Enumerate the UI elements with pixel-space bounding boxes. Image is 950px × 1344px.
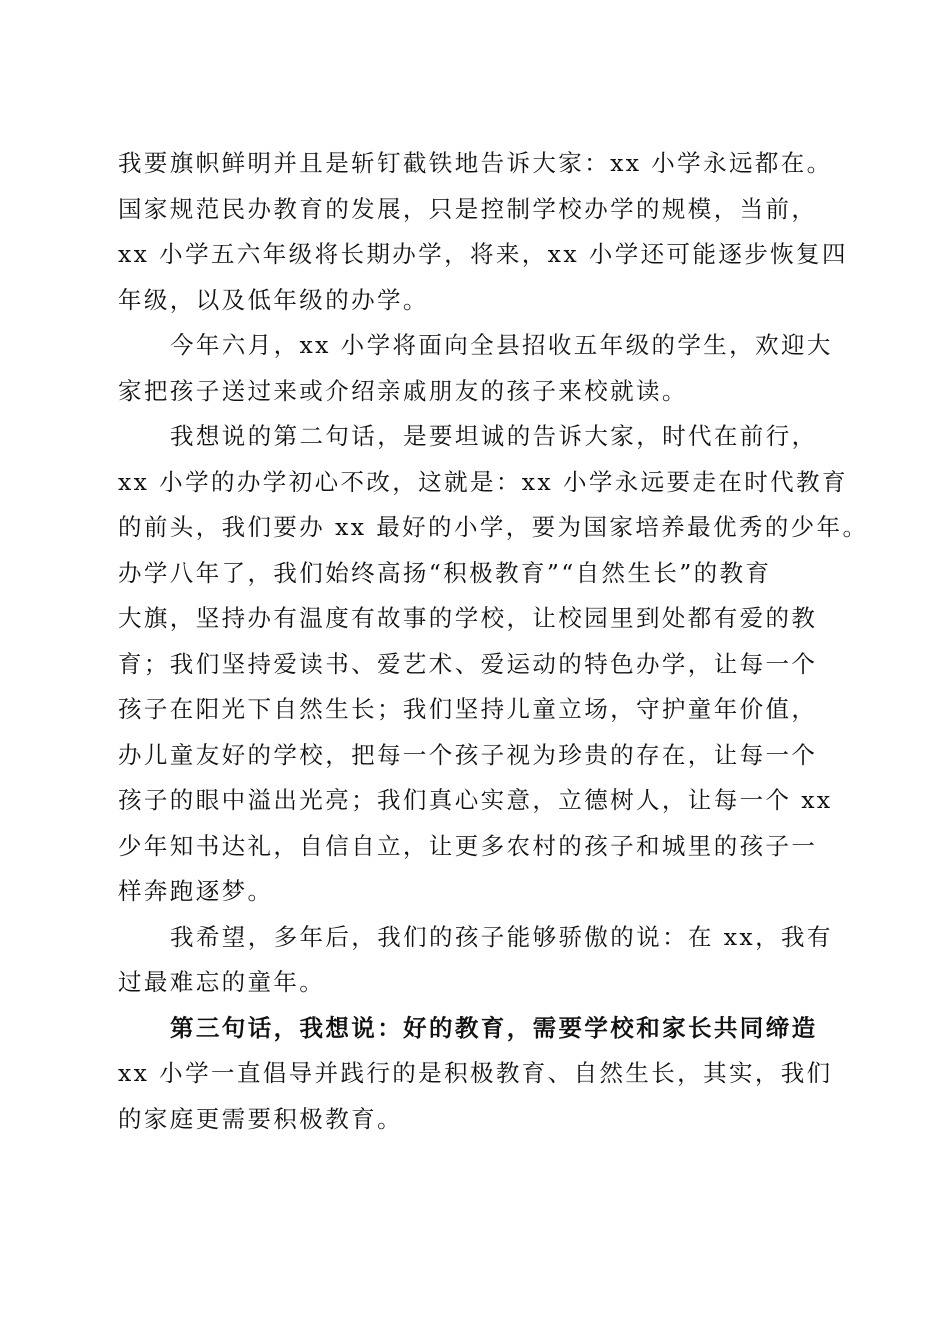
- paragraph-second-point: [118, 414, 869, 915]
- text-line: xx 小学一直倡导并践行的是积极教育、自然生长，其实，我们: [118, 1059, 833, 1087]
- text-line: 办儿童友好的学校，把每一个孩子视为珍贵的存在，让每一个: [118, 740, 818, 769]
- document-body: [118, 141, 869, 1142]
- paragraph-hope: [118, 915, 833, 1006]
- text-line: 孩子的眼中溢出光亮；我们真心实意，立德树人，让每一个 xx: [118, 786, 833, 814]
- text-line: xx 小学的办学初心不改，这就是：xx 小学永远要走在时代教育: [118, 467, 848, 496]
- text-line: 国家规范民办教育的发展，只是控制学校办学的规模，当前，: [118, 194, 818, 223]
- paragraph-enrollment: [118, 323, 833, 414]
- text-line: 我想说的第二句话，是要坦诚的告诉大家，时代在前行，: [170, 422, 818, 450]
- text-line: 过最难忘的童年。: [118, 968, 326, 996]
- text-line: 年级，以及低年级的办学。: [118, 285, 429, 314]
- text-line: 样奔跑逐梦。: [118, 877, 274, 905]
- text-line: 的前头，我们要办 xx 最好的小学，要为国家培养最优秀的少年。: [118, 513, 869, 541]
- text-line: 大旗，坚持办有温度有故事的学校，让校园里到处都有爱的教: [118, 604, 818, 632]
- text-line: 孩子在阳光下自然生长；我们坚持儿童立场，守护童年价值，: [118, 695, 818, 723]
- text-line: 第三句话，我想说：好的教育，需要学校和家长共同缔造: [170, 1013, 818, 1042]
- text-line: 育；我们坚持爱读书、爱艺术、爱运动的特色办学，让每一个: [118, 649, 818, 678]
- text-line: 我要旗帜鲜明并且是斩钉截铁地告诉大家：xx 小学永远都在。: [118, 149, 833, 177]
- text-line: 办学八年了，我们始终高扬“积极教育”“自然生长”的教育: [118, 558, 772, 587]
- text-line: 我希望，多年后，我们的孩子能够骄傲的说：在 xx，我有: [170, 922, 833, 951]
- text-line: 家把孩子送过来或介绍亲戚朋友的孩子来校就读。: [118, 376, 688, 405]
- text-line: 的家庭更需要积极教育。: [118, 1104, 403, 1133]
- text-line: 少年知书达礼，自信自立，让更多农村的孩子和城里的孩子一: [118, 831, 818, 860]
- text-line: xx 小学五六年级将长期办学，将来，xx 小学还可能逐步恢复四: [118, 240, 848, 268]
- paragraph-third-point: [118, 1006, 833, 1143]
- text-line: 今年六月，xx 小学将面向全县招收五年级的学生，欢迎大: [170, 331, 833, 359]
- paragraph-school-continues: [118, 141, 848, 323]
